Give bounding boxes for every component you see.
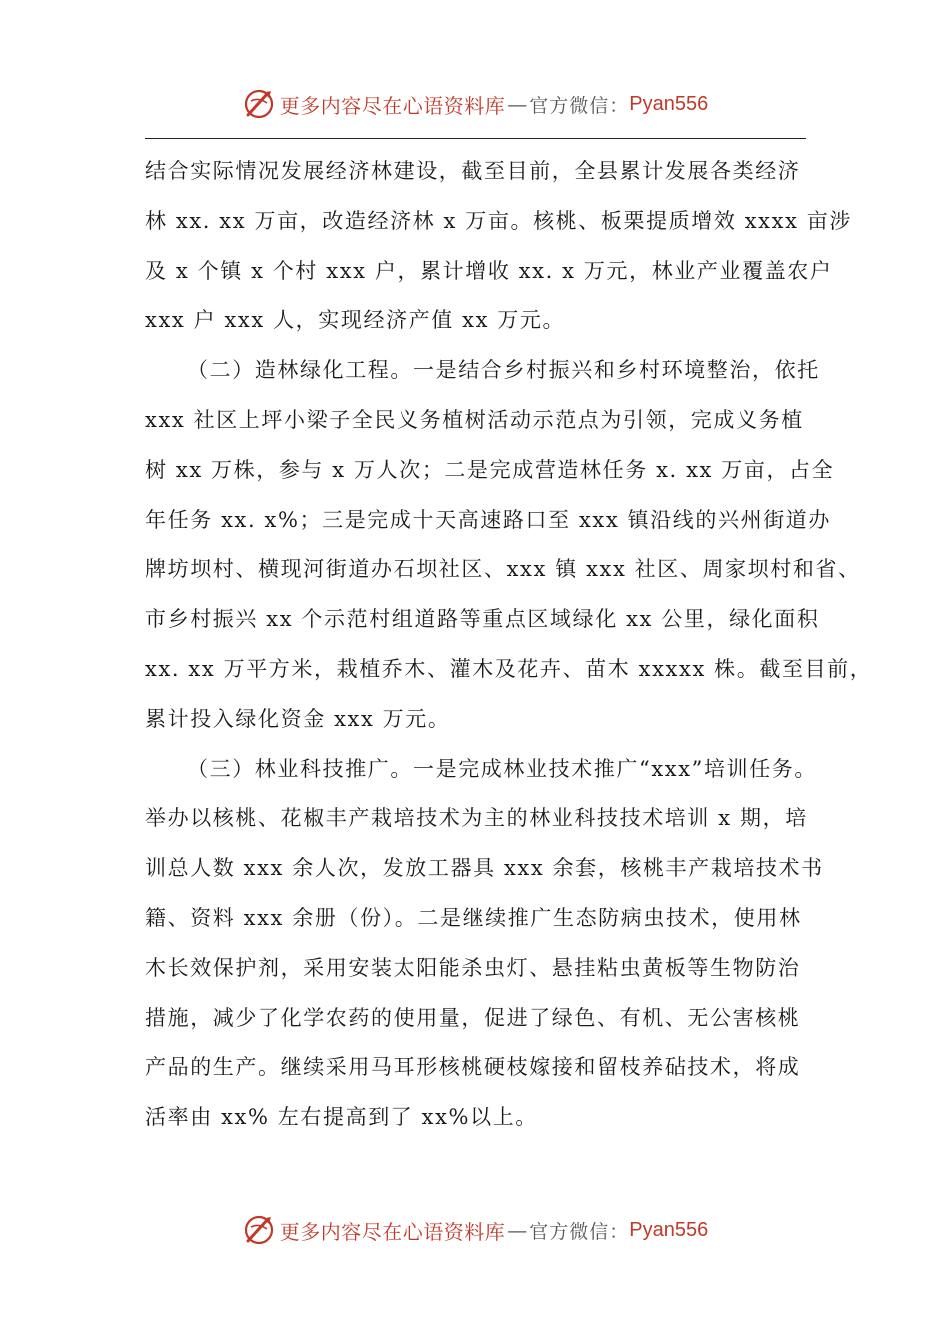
body-line: 年任务 xx. x%；三是完成十天高速路口至 xxx 镇沿线的兴州街道办 [145,507,831,532]
banner-text: 更多内容尽在心语资料库 [279,93,506,118]
body-line: xxx 户 xxx 人，实现经济产值 xx 万元。 [145,308,566,333]
body-line: 训总人数 xxx 余人次，发放工器具 xxx 余套，核桃丰产栽培技术书 [145,856,824,881]
paragraph-3-first-line: （三）林业科技推广。一是完成林业技术推广“xxx”培训任务。 [187,756,817,781]
banner-wechat-id: Pyan556 [629,92,709,115]
body-line: 结合实际情况发展经济林建设，截至目前，全县累计发展各类经济 [145,159,801,183]
header-divider [145,138,806,139]
banner-text: 更多内容尽在心语资料库 [279,1219,506,1244]
body-line: 牌坊坝村、横现河街道办石坝社区、xxx 镇 xxx 社区、周家坝村和省、 [145,557,861,582]
banner-wechat-label: 官方微信： [529,1220,630,1243]
body-line: 木长效保护剂，采用安装太阳能杀虫灯、悬挂粘虫黄板等生物防治 [145,955,801,980]
body-line: xxx 社区上坪小梁子全民义务植树活动示范点为引领，完成义务植 [145,407,804,432]
document-body [145,147,873,1143]
footer-banner [0,1208,950,1252]
body-line: 籍、资料 xxx 余册（份）。二是继续推广生态防病虫技术，使用林 [145,905,802,930]
body-line: 措施，减少了化学农药的使用量，促进了绿色、有机、无公害核桃 [145,1005,801,1030]
body-line: 活率由 xx% 左右提高到了 xx%以上。 [145,1105,538,1130]
banner-dash: — [507,92,528,116]
body-line: 树 xx 万株，参与 x 万人次；二是完成营造林任务 x. xx 万亩，占全 [145,457,835,482]
banner-dash: — [507,1218,528,1242]
pen-circle-logo-icon [242,1213,276,1247]
body-line: 市乡村振兴 xx 个示范村组道路等重点区域绿化 xx 公里，绿化面积 [145,607,820,632]
header-banner [0,82,950,126]
body-line: xx. xx 万平方米，栽植乔木、灌木及花卉、苗木 xxxxx 株。截至目前， [145,656,873,681]
pen-circle-logo-icon [242,87,276,121]
body-line: 举办以核桃、花椒丰产栽培技术为主的林业科技技术培训 x 期，培 [145,806,808,831]
paragraph-2-first-line: （二）造林绿化工程。一是结合乡村振兴和乡村环境整治，依托 [187,358,820,383]
body-line: 及 x 个镇 x 个村 xxx 户，累计增收 xx. x 万元，林业产业覆盖农户 [145,258,833,283]
body-line: 林 xx. xx 万亩，改造经济林 x 万亩。核桃、板栗提质增效 xxxx 亩涉 [145,208,852,233]
banner-wechat-label: 官方微信： [529,94,630,117]
body-line: 产品的生产。继续采用马耳形核桃硬枝嫁接和留枝养砧技术，将成 [145,1055,801,1080]
body-line: 累计投入绿化资金 xxx 万元。 [145,706,451,731]
banner-wechat-id: Pyan556 [629,1218,709,1241]
